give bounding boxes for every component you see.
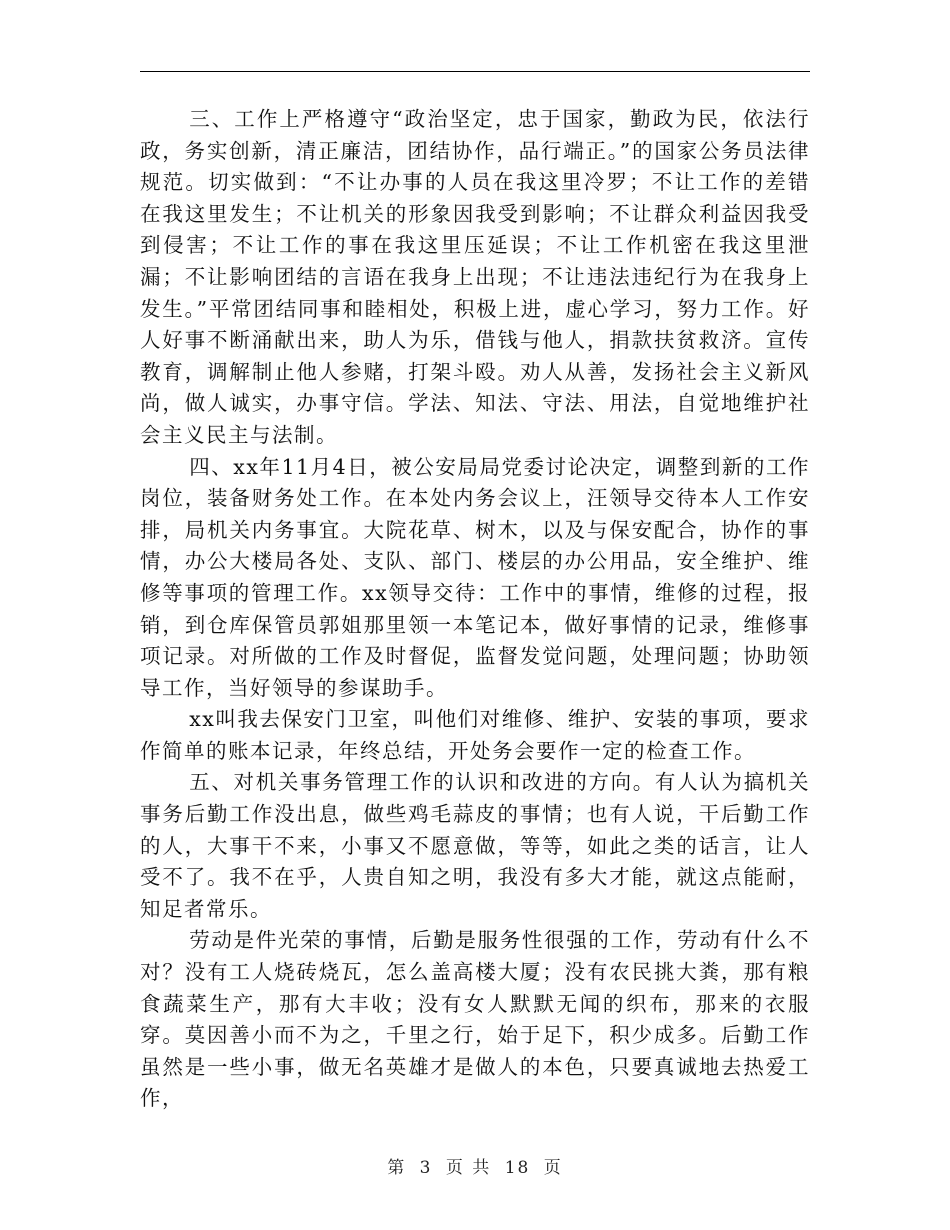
footer-current-page: 3 [419,1158,433,1178]
paragraph-labor: 劳动是件光荣的事情，后勤是服务性很强的工作，劳动有什么不对？没有工人烧砖烧瓦，怎么盖高楼大厦；没有农民挑大粪，那有粮食蔬菜生产，那有大丰收；没有女人默默无闻的织布，那来的衣服穿。莫因善小而不为之，千里之行，始于足下，积少成多。后勤工作虽然是一些小事，做无名英雄才是做人的本色，只要真诚地去热爱工作， [140,928,810,1111]
paragraph-section-four: 四、xx年11月4日，被公安局局党委讨论决定，调整到新的工作岗位，装备财务处工作。在本处内务会议上，汪领导交待本人工作安排，局机关内务事宜。大院花草、树木，以及与保安配合，协作的事情，办公大楼局各处、支队、部门、楼层的办公用品，安全维护、维修等事项的管理工作。xx领导交待：工作中的事情，维修的过程，报销，到仓库保管员郭姐那里领一本笔记本，做好事情的记录，维修事项记录。对所做的工作及时督促，监督发觉问题，处理问题；协助领导工作，当好领导的参谋助手。 [140,454,810,700]
footer-middle: 页 共 [445,1158,492,1178]
footer-prefix: 第 [387,1158,407,1178]
page-footer [0,1153,950,1178]
paragraph-guard-room: xx叫我去保安门卫室，叫他们对维修、维护、安装的事项，要求作简单的账本记录，年终总结，开处务会要作一定的检查工作。 [140,707,810,763]
document-body [140,104,810,1115]
header-divider-line [140,71,810,72]
paragraph-section-three: 三、工作上严格遵守“政治坚定，忠于国家，勤政为民，依法行政，务实创新，清正廉洁，团结协作，品行端正。”的国家公务员法律规范。切实做到：“不让办事的人员在我这里冷罗；不让工作的差错在我这里发生；不让机关的形象因我受到影响；不让群众利益因我受到侵害；不让工作的事在我这里压延误；不让工作机密在我这里泄漏；不让影响团结的言语在我身上出现；不让违法违纪行为在我身上发生。”平常团结同事和睦相处，积极上进，虚心学习，努力工作。好人好事不断涌献出来，助人为乐，借钱与他人，捐款扶贫救济。宣传教育，调解制止他人参赌，打架斗殴。劝人从善，发扬社会主义新风尚，做人诚实，办事守信。学法、知法、守法、用法，自觉地维护社会主义民主与法制。 [140,107,810,447]
paragraph-section-five: 五、对机关事务管理工作的认识和改进的方向。有人认为搞机关事务后勤工作没出息，做些鸡毛蒜皮的事情；也有人说，干后勤工作的人，大事干不来，小事又不愿意做，等等，如此之类的话言，让人受不了。我不在乎，人贵自知之明，我没有多大才能，就这点能耐，知足者常乐。 [140,770,810,921]
footer-total-pages: 18 [504,1158,531,1178]
footer-suffix: 页 [543,1158,563,1178]
